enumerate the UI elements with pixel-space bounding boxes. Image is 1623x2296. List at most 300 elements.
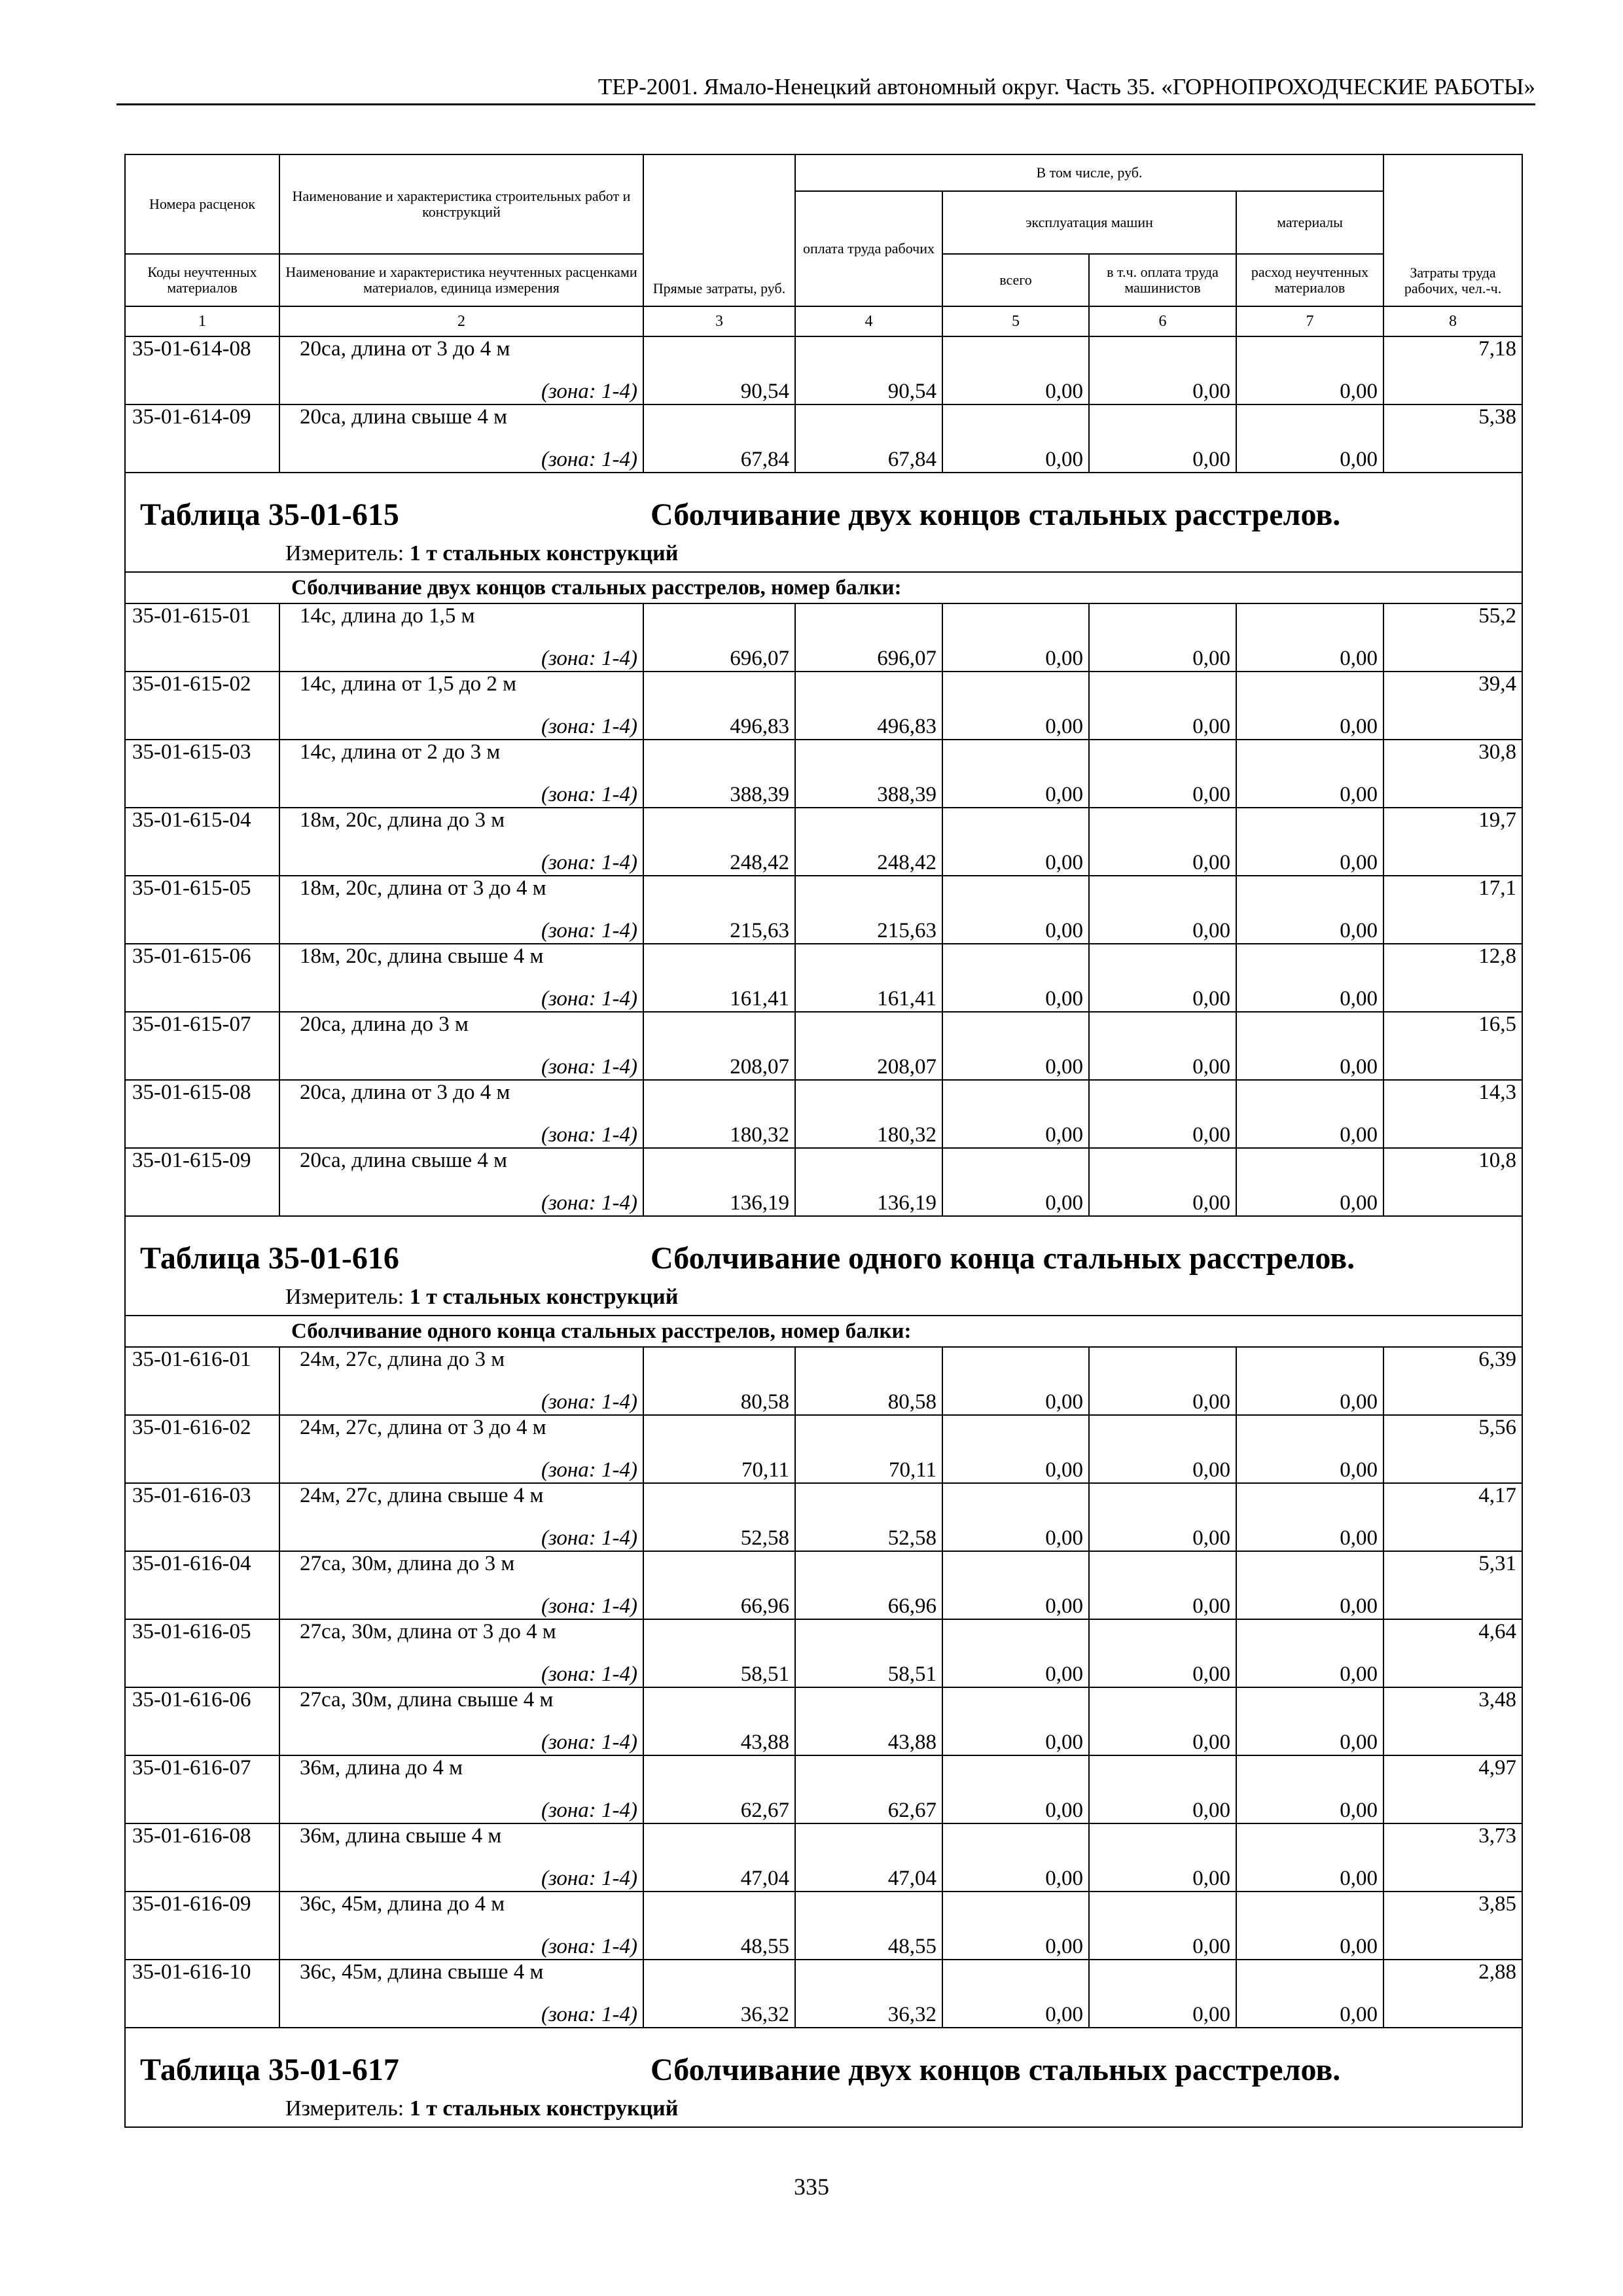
empty-cell xyxy=(1236,1483,1383,1517)
labor-hours: 30,8 xyxy=(1383,740,1522,774)
rate-name: 36м, длина до 4 м xyxy=(279,1755,643,1789)
empty-cell xyxy=(1089,1551,1236,1585)
labor-cost: 62,67 xyxy=(795,1789,942,1823)
rate-row xyxy=(125,1619,1522,1653)
empty-cell xyxy=(1236,1823,1383,1857)
column-number: 6 xyxy=(1089,306,1236,336)
empty-cell xyxy=(795,1415,942,1449)
zone-label: (зона: 1-4) xyxy=(279,1585,643,1619)
col-including: В том числе, руб. xyxy=(795,154,1383,191)
zone-label: (зона: 1-4) xyxy=(279,1926,643,1960)
empty-cell xyxy=(942,404,1089,439)
labor-cost: 161,41 xyxy=(795,978,942,1012)
machinists-cost: 0,00 xyxy=(1089,842,1236,876)
rate-name: 14с, длина от 1,5 до 2 м xyxy=(279,672,643,706)
empty-cell xyxy=(1383,1182,1522,1216)
machinists-cost: 0,00 xyxy=(1089,1994,1236,2028)
direct-cost: 58,51 xyxy=(643,1653,795,1687)
empty-cell xyxy=(1089,740,1236,774)
machinists-cost: 0,00 xyxy=(1089,1926,1236,1960)
rate-name: 27са, 30м, длина свыше 4 м xyxy=(279,1687,643,1721)
empty-cell xyxy=(942,944,1089,978)
unit-label: Измеритель: xyxy=(285,541,404,565)
rate-name: 27са, 30м, длина от 3 до 4 м xyxy=(279,1619,643,1653)
empty-cell xyxy=(125,1182,279,1216)
empty-cell xyxy=(643,808,795,842)
empty-cell xyxy=(1383,1721,1522,1755)
empty-cell xyxy=(1236,1551,1383,1585)
empty-cell xyxy=(1236,1148,1383,1182)
column-numbers-row xyxy=(125,306,1522,336)
rate-name: 36м, длина свыше 4 м xyxy=(279,1823,643,1857)
table-description: Сболчивание одного конца стальных расстрелов. xyxy=(651,1241,1355,1276)
rate-code: 35-01-614-09 xyxy=(125,404,279,439)
empty-cell xyxy=(643,1892,795,1926)
materials-cost: 0,00 xyxy=(1236,1114,1383,1148)
unit-label: Измеритель: xyxy=(285,2096,404,2121)
empty-cell xyxy=(1089,1823,1236,1857)
empty-cell xyxy=(1089,1755,1236,1789)
column-number: 1 xyxy=(125,306,279,336)
col-code-top: Номера расценок xyxy=(125,154,279,254)
materials-cost: 0,00 xyxy=(1236,1857,1383,1892)
table-title: Таблица 35-01-615 xyxy=(140,497,399,532)
labor-cost: 70,11 xyxy=(795,1449,942,1483)
table-heading xyxy=(125,2028,1522,2127)
labor-cost: 36,32 xyxy=(795,1994,942,2028)
materials-cost: 0,00 xyxy=(1236,370,1383,404)
rate-row xyxy=(125,1012,1522,1046)
table-heading-row xyxy=(125,1216,1522,1316)
zone-label: (зона: 1-4) xyxy=(279,1449,643,1483)
empty-cell xyxy=(125,1046,279,1080)
empty-cell xyxy=(125,1789,279,1823)
empty-cell xyxy=(1089,1347,1236,1381)
empty-cell xyxy=(125,1114,279,1148)
empty-cell xyxy=(125,1994,279,2028)
machinists-cost: 0,00 xyxy=(1089,1449,1236,1483)
zone-label: (зона: 1-4) xyxy=(279,1789,643,1823)
empty-cell xyxy=(1089,1415,1236,1449)
rate-code: 35-01-616-01 xyxy=(125,1347,279,1381)
labor-cost: 43,88 xyxy=(795,1721,942,1755)
rate-name: 18м, 20с, длина до 3 м xyxy=(279,808,643,842)
rate-row-values xyxy=(125,370,1522,404)
zone-label: (зона: 1-4) xyxy=(279,1046,643,1080)
empty-cell xyxy=(1236,1755,1383,1789)
rate-row-values xyxy=(125,978,1522,1012)
group-row xyxy=(125,572,1522,603)
rate-name: 20са, длина от 3 до 4 м xyxy=(279,336,643,370)
rate-name: 20са, длина свыше 4 м xyxy=(279,1148,643,1182)
zone-label: (зона: 1-4) xyxy=(279,978,643,1012)
rate-row-values xyxy=(125,1381,1522,1415)
labor-hours: 55,2 xyxy=(1383,603,1522,637)
materials-cost: 0,00 xyxy=(1236,1721,1383,1755)
col-labor: оплата труда рабочих xyxy=(795,191,942,306)
empty-cell xyxy=(643,404,795,439)
empty-cell xyxy=(795,1687,942,1721)
empty-cell xyxy=(795,1551,942,1585)
rate-code: 35-01-615-08 xyxy=(125,1080,279,1114)
empty-cell xyxy=(1383,1046,1522,1080)
empty-cell xyxy=(1383,1789,1522,1823)
direct-cost: 66,96 xyxy=(643,1585,795,1619)
page-number: 335 xyxy=(794,2174,829,2200)
empty-cell xyxy=(942,1347,1089,1381)
empty-cell xyxy=(1383,1114,1522,1148)
empty-cell xyxy=(125,370,279,404)
direct-cost: 52,58 xyxy=(643,1517,795,1551)
col-labor-cost: Затраты труда рабочих, чел.-ч. xyxy=(1383,154,1522,306)
labor-cost: 136,19 xyxy=(795,1182,942,1216)
direct-cost: 696,07 xyxy=(643,637,795,672)
direct-cost: 180,32 xyxy=(643,1114,795,1148)
rate-code: 35-01-615-09 xyxy=(125,1148,279,1182)
empty-cell xyxy=(1236,603,1383,637)
machinists-cost: 0,00 xyxy=(1089,1182,1236,1216)
empty-cell xyxy=(643,740,795,774)
empty-cell xyxy=(942,1483,1089,1517)
labor-hours: 4,17 xyxy=(1383,1483,1522,1517)
table-title: Таблица 35-01-616 xyxy=(140,1241,399,1276)
rate-code: 35-01-616-03 xyxy=(125,1483,279,1517)
zone-label: (зона: 1-4) xyxy=(279,1182,643,1216)
zone-label: (зона: 1-4) xyxy=(279,1857,643,1892)
machines-cost: 0,00 xyxy=(942,1381,1089,1415)
rate-row xyxy=(125,1415,1522,1449)
zone-label: (зона: 1-4) xyxy=(279,637,643,672)
rate-row-values xyxy=(125,1585,1522,1619)
table-unit xyxy=(285,1285,678,1310)
column-number: 3 xyxy=(643,306,795,336)
col-machines-total: всего xyxy=(942,254,1089,306)
rate-row-values xyxy=(125,1653,1522,1687)
rate-name: 36с, 45м, длина до 4 м xyxy=(279,1892,643,1926)
direct-cost: 80,58 xyxy=(643,1381,795,1415)
empty-cell xyxy=(795,603,942,637)
empty-cell xyxy=(643,1080,795,1114)
rate-row xyxy=(125,1755,1522,1789)
zone-label: (зона: 1-4) xyxy=(279,1381,643,1415)
rate-row-values xyxy=(125,842,1522,876)
empty-cell xyxy=(1236,1415,1383,1449)
zone-label: (зона: 1-4) xyxy=(279,842,643,876)
empty-cell xyxy=(1089,1892,1236,1926)
labor-hours: 12,8 xyxy=(1383,944,1522,978)
zone-label: (зона: 1-4) xyxy=(279,1517,643,1551)
labor-cost: 180,32 xyxy=(795,1114,942,1148)
empty-cell xyxy=(1383,1449,1522,1483)
rate-code: 35-01-615-07 xyxy=(125,1012,279,1046)
rate-name: 18м, 20с, длина свыше 4 м xyxy=(279,944,643,978)
empty-cell xyxy=(1089,1687,1236,1721)
empty-cell xyxy=(795,1347,942,1381)
rate-row-values xyxy=(125,1449,1522,1483)
empty-cell xyxy=(1236,1619,1383,1653)
machinists-cost: 0,00 xyxy=(1089,774,1236,808)
labor-hours: 7,18 xyxy=(1383,336,1522,370)
rate-row-values xyxy=(125,439,1522,473)
zone-label: (зона: 1-4) xyxy=(279,439,643,473)
column-number: 5 xyxy=(942,306,1089,336)
direct-cost: 136,19 xyxy=(643,1182,795,1216)
machines-cost: 0,00 xyxy=(942,637,1089,672)
machines-cost: 0,00 xyxy=(942,1789,1089,1823)
empty-cell xyxy=(1236,876,1383,910)
empty-cell xyxy=(795,672,942,706)
empty-cell xyxy=(125,1449,279,1483)
empty-cell xyxy=(942,1551,1089,1585)
empty-cell xyxy=(942,740,1089,774)
rate-row-values xyxy=(125,774,1522,808)
empty-cell xyxy=(1383,1994,1522,2028)
empty-cell xyxy=(1236,808,1383,842)
rate-row xyxy=(125,1960,1522,1994)
empty-cell xyxy=(942,1012,1089,1046)
rate-row xyxy=(125,1892,1522,1926)
rate-row xyxy=(125,1483,1522,1517)
rate-row xyxy=(125,336,1522,370)
col-code-bottom: Коды неучтенных материалов xyxy=(125,254,279,306)
empty-cell xyxy=(942,1148,1089,1182)
labor-hours: 4,97 xyxy=(1383,1755,1522,1789)
empty-cell xyxy=(125,1381,279,1415)
empty-cell xyxy=(1236,1892,1383,1926)
table-unit xyxy=(285,2096,678,2121)
col-name-bottom: Наименование и характеристика неучтенных расценками материалов, единица измерения xyxy=(279,254,643,306)
rate-name: 36с, 45м, длина свыше 4 м xyxy=(279,1960,643,1994)
labor-cost: 80,58 xyxy=(795,1381,942,1415)
materials-cost: 0,00 xyxy=(1236,706,1383,740)
empty-cell xyxy=(643,1960,795,1994)
labor-cost: 48,55 xyxy=(795,1926,942,1960)
machines-cost: 0,00 xyxy=(942,1449,1089,1483)
machines-cost: 0,00 xyxy=(942,1585,1089,1619)
empty-cell xyxy=(795,1619,942,1653)
column-number: 2 xyxy=(279,306,643,336)
empty-cell xyxy=(942,876,1089,910)
direct-cost: 161,41 xyxy=(643,978,795,1012)
machines-cost: 0,00 xyxy=(942,910,1089,944)
col-machines: эксплуатация машин xyxy=(942,191,1236,254)
empty-cell xyxy=(643,1687,795,1721)
empty-cell xyxy=(795,1823,942,1857)
labor-hours: 16,5 xyxy=(1383,1012,1522,1046)
labor-hours: 5,56 xyxy=(1383,1415,1522,1449)
table-heading xyxy=(125,473,1522,572)
machines-cost: 0,00 xyxy=(942,1926,1089,1960)
empty-cell xyxy=(942,1960,1089,1994)
rate-code: 35-01-615-06 xyxy=(125,944,279,978)
empty-cell xyxy=(1383,637,1522,672)
rate-row xyxy=(125,808,1522,842)
rate-row xyxy=(125,944,1522,978)
labor-hours: 3,48 xyxy=(1383,1687,1522,1721)
empty-cell xyxy=(1089,944,1236,978)
empty-cell xyxy=(643,1347,795,1381)
empty-cell xyxy=(125,1653,279,1687)
empty-cell xyxy=(125,910,279,944)
empty-cell xyxy=(1089,1148,1236,1182)
empty-cell xyxy=(1089,1483,1236,1517)
col-materials: материалы xyxy=(1236,191,1383,254)
group-title: Сболчивание одного конца стальных расстрелов, номер балки: xyxy=(125,1316,1522,1347)
rate-code: 35-01-615-01 xyxy=(125,603,279,637)
empty-cell xyxy=(1089,1080,1236,1114)
labor-hours: 39,4 xyxy=(1383,672,1522,706)
rate-row xyxy=(125,672,1522,706)
labor-hours: 14,3 xyxy=(1383,1080,1522,1114)
empty-cell xyxy=(125,439,279,473)
empty-cell xyxy=(942,1892,1089,1926)
empty-cell xyxy=(795,1755,942,1789)
machines-cost: 0,00 xyxy=(942,1182,1089,1216)
empty-cell xyxy=(125,1721,279,1755)
column-number: 7 xyxy=(1236,306,1383,336)
labor-cost: 66,96 xyxy=(795,1585,942,1619)
labor-cost: 47,04 xyxy=(795,1857,942,1892)
empty-cell xyxy=(1236,1687,1383,1721)
labor-cost: 90,54 xyxy=(795,370,942,404)
table-heading xyxy=(125,1216,1522,1316)
rate-code: 35-01-614-08 xyxy=(125,336,279,370)
empty-cell xyxy=(1236,1080,1383,1114)
table-title: Таблица 35-01-617 xyxy=(140,2053,399,2087)
empty-cell xyxy=(1236,740,1383,774)
rate-code: 35-01-616-08 xyxy=(125,1823,279,1857)
materials-cost: 0,00 xyxy=(1236,842,1383,876)
empty-cell xyxy=(125,1857,279,1892)
empty-cell xyxy=(1383,1517,1522,1551)
empty-cell xyxy=(1383,1653,1522,1687)
empty-cell xyxy=(1236,1960,1383,1994)
empty-cell xyxy=(1383,1381,1522,1415)
rate-code: 35-01-616-09 xyxy=(125,1892,279,1926)
empty-cell xyxy=(1383,978,1522,1012)
rate-name: 20са, длина до 3 м xyxy=(279,1012,643,1046)
empty-cell xyxy=(1089,1619,1236,1653)
machines-cost: 0,00 xyxy=(942,1114,1089,1148)
empty-cell xyxy=(125,706,279,740)
machines-cost: 0,00 xyxy=(942,978,1089,1012)
empty-cell xyxy=(795,1960,942,1994)
rate-row xyxy=(125,404,1522,439)
empty-cell xyxy=(125,637,279,672)
machines-cost: 0,00 xyxy=(942,1857,1089,1892)
rate-name: 14с, длина от 2 до 3 м xyxy=(279,740,643,774)
empty-cell xyxy=(1383,439,1522,473)
table-unit xyxy=(285,541,678,566)
empty-cell xyxy=(1383,706,1522,740)
rate-code: 35-01-616-07 xyxy=(125,1755,279,1789)
empty-cell xyxy=(1236,336,1383,370)
labor-hours: 10,8 xyxy=(1383,1148,1522,1182)
direct-cost: 70,11 xyxy=(643,1449,795,1483)
machinists-cost: 0,00 xyxy=(1089,706,1236,740)
machines-cost: 0,00 xyxy=(942,370,1089,404)
labor-cost: 52,58 xyxy=(795,1517,942,1551)
empty-cell xyxy=(643,876,795,910)
empty-cell xyxy=(1089,336,1236,370)
direct-cost: 90,54 xyxy=(643,370,795,404)
materials-cost: 0,00 xyxy=(1236,978,1383,1012)
rate-row xyxy=(125,603,1522,637)
empty-cell xyxy=(1089,404,1236,439)
rate-row xyxy=(125,1823,1522,1857)
labor-hours: 3,85 xyxy=(1383,1892,1522,1926)
rate-code: 35-01-616-06 xyxy=(125,1687,279,1721)
machines-cost: 0,00 xyxy=(942,706,1089,740)
labor-hours: 2,88 xyxy=(1383,1960,1522,1994)
rate-row-values xyxy=(125,706,1522,740)
empty-cell xyxy=(1089,1960,1236,1994)
rate-code: 35-01-616-10 xyxy=(125,1960,279,1994)
empty-cell xyxy=(942,808,1089,842)
empty-cell xyxy=(795,1148,942,1182)
rate-row xyxy=(125,1347,1522,1381)
machinists-cost: 0,00 xyxy=(1089,1517,1236,1551)
materials-cost: 0,00 xyxy=(1236,1789,1383,1823)
table-description: Сболчивание двух концов стальных расстрелов. xyxy=(651,497,1341,532)
rate-code: 35-01-615-03 xyxy=(125,740,279,774)
labor-cost: 67,84 xyxy=(795,439,942,473)
rate-name: 20са, длина свыше 4 м xyxy=(279,404,643,439)
empty-cell xyxy=(1383,370,1522,404)
materials-cost: 0,00 xyxy=(1236,1926,1383,1960)
zone-label: (зона: 1-4) xyxy=(279,1994,643,2028)
zone-label: (зона: 1-4) xyxy=(279,1721,643,1755)
rate-row-values xyxy=(125,1517,1522,1551)
zone-label: (зона: 1-4) xyxy=(279,910,643,944)
rate-name: 27са, 30м, длина до 3 м xyxy=(279,1551,643,1585)
empty-cell xyxy=(795,808,942,842)
column-number: 8 xyxy=(1383,306,1522,336)
empty-cell xyxy=(795,1892,942,1926)
machinists-cost: 0,00 xyxy=(1089,978,1236,1012)
empty-cell xyxy=(942,1619,1089,1653)
col-name-top: Наименование и характеристика строительных работ и конструкций xyxy=(279,154,643,254)
rate-row-values xyxy=(125,1994,1522,2028)
direct-cost: 48,55 xyxy=(643,1926,795,1960)
rate-row-values xyxy=(125,1182,1522,1216)
rate-row xyxy=(125,1687,1522,1721)
labor-cost: 248,42 xyxy=(795,842,942,876)
zone-label: (зона: 1-4) xyxy=(279,1653,643,1687)
zone-label: (зона: 1-4) xyxy=(279,1114,643,1148)
materials-cost: 0,00 xyxy=(1236,439,1383,473)
group-title: Сболчивание двух концов стальных расстрелов, номер балки: xyxy=(125,572,1522,603)
machinists-cost: 0,00 xyxy=(1089,1857,1236,1892)
empty-cell xyxy=(1089,672,1236,706)
running-header: ТЕР-2001. Ямало-Ненецкий автономный округ. Часть 35. «ГОРНОПРОХОДЧЕСКИЕ РАБОТЫ» xyxy=(116,71,1535,105)
labor-hours: 4,64 xyxy=(1383,1619,1522,1653)
empty-cell xyxy=(125,842,279,876)
rate-code: 35-01-615-02 xyxy=(125,672,279,706)
col-direct: Прямые затраты, руб. xyxy=(643,154,795,306)
empty-cell xyxy=(125,1585,279,1619)
rate-code: 35-01-616-04 xyxy=(125,1551,279,1585)
machines-cost: 0,00 xyxy=(942,774,1089,808)
materials-cost: 0,00 xyxy=(1236,774,1383,808)
empty-cell xyxy=(643,1551,795,1585)
rate-row xyxy=(125,1080,1522,1114)
materials-cost: 0,00 xyxy=(1236,1046,1383,1080)
empty-cell xyxy=(125,774,279,808)
empty-cell xyxy=(942,1687,1089,1721)
materials-cost: 0,00 xyxy=(1236,910,1383,944)
machines-cost: 0,00 xyxy=(942,439,1089,473)
